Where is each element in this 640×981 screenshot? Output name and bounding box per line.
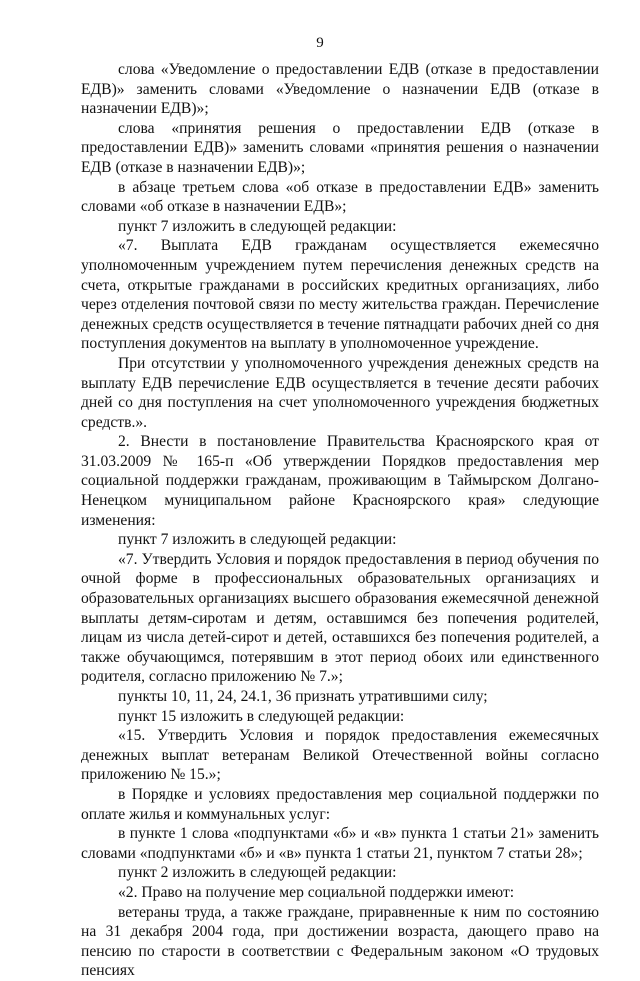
paragraph: «15. Утвердить Условия и порядок предоставления ежемесячных денежных выплат ветеранам Великой Отечественной войны согласно приложению № 15.»; [81, 727, 599, 784]
paragraph: слова «Уведомление о предоставлении ЕДВ (отказе в предоставлении ЕДВ)» заменить словами «Уведомление о назначении ЕДВ (отказе в назначении ЕДВ)»; [81, 61, 599, 118]
paragraph: «7. Выплата ЕДВ гражданам осуществляется ежемесячно уполномоченным учреждением путем перечисления денежных средств на счета, открытые гражданами в российских кредитных организациях, либо через отделения почтовой связи по месту жительства граждан. Перечисление денежных средств осуществляется в течение пятнадцати рабочих дней со дня поступления документов на выплату в уполномоченное учреждение. [81, 237, 599, 353]
paragraph: пункт 7 изложить в следующей редакции: [118, 531, 397, 549]
paragraph: пункт 15 изложить в следующей редакции: [118, 707, 405, 725]
paragraph: в абзаце третьем слова «об отказе в предоставлении ЕДВ» заменить словами «об отказе в назначении ЕДВ»; [81, 178, 599, 216]
paragraph: слова «принятия решения о предоставлении ЕДВ (отказе в предоставлении ЕДВ)» заменить словами «принятия решения о назначении ЕДВ (отказе в назначении ЕДВ)»; [81, 119, 599, 176]
document-body [81, 60, 599, 981]
paragraph: «7. Утвердить Условия и порядок предоставления в период обучения по очной форме в профессиональных образовательных организациях и образовательных организациях высшего образования ежемесячной денежной выплаты детям-сиротам и детям, оставшимся без попечения родителей, лицам из числа детей-сирот и детей, оставшихся без попечения родителей, а также обучающимся, потерявшим в этот период обоих или единственного родителя, согласно приложению № 7.»; [81, 550, 599, 686]
paragraph: пункты 10, 11, 24, 24.1, 36 признать утратившими силу; [118, 688, 488, 705]
paragraph: ветераны труда, а также граждане, приравненные к ним по состоянию на 31 декабря 2004 года, при достижении возраста, дающего право на пенсию по старости в соответствии с Федеральным законом «О трудовых пенсиях [81, 903, 599, 980]
paragraph: в пункте 1 слова «подпунктами «б» и «в» пункта 1 статьи 21» заменить словами «подпунктами «б» и «в» пункта 1 статьи 21, пунктом 7 статьи 28»; [81, 825, 599, 862]
paragraph: в Порядке и условиях предоставления мер социальной поддержки по оплате жилья и коммунальных услуг: [81, 785, 599, 823]
paragraph: пункт 2 изложить в следующей редакции: [118, 864, 397, 882]
paragraph: «2. Право на получение мер социальной поддержки имеют: [118, 883, 515, 901]
paragraph: При отсутствии у уполномоченного учреждения денежных средств на выплату ЕДВ перечисление ЕДВ осуществляется в течение десяти рабочих дней со дня поступления на счет уполномоченного учреждения бюджетных средств.». [81, 354, 599, 431]
page-number: 9 [316, 35, 324, 51]
paragraph: 2. Внести в постановление Правительства Красноярского края от 31.03.2009 № 165-п «Об утверждении Порядков предоставления мер социальной поддержки гражданам, проживающим в Таймырском Долгано-Ненецком муниципальном районе Красноярского края» следующие изменения: [81, 433, 599, 529]
paragraph: пункт 7 изложить в следующей редакции: [118, 217, 397, 235]
